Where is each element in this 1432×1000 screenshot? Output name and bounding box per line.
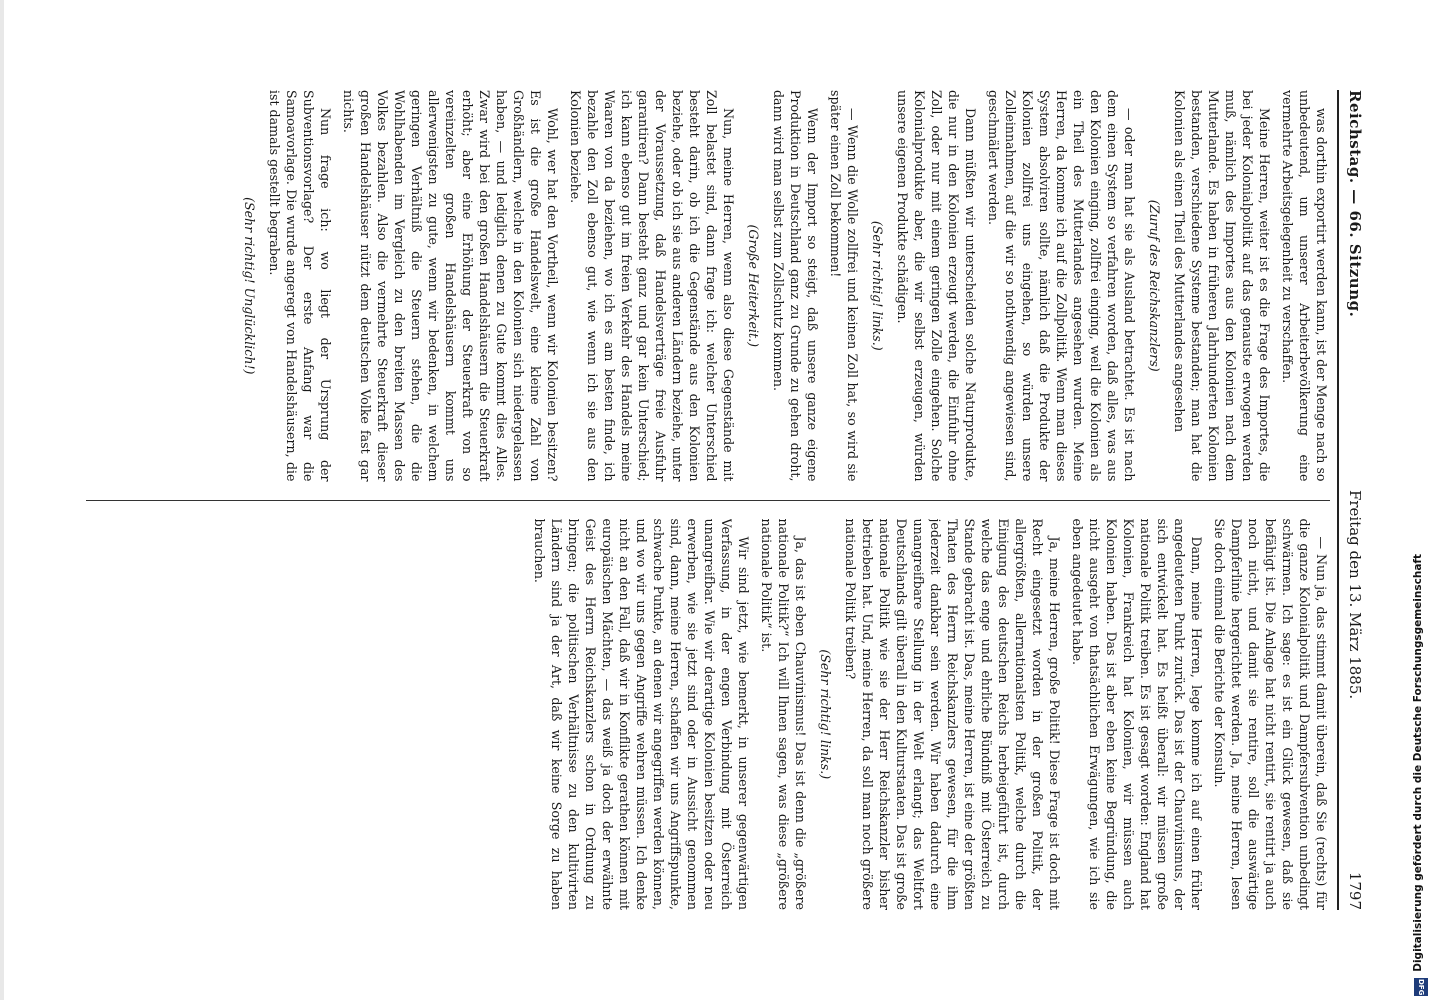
dfg-logo: DFG: [1414, 978, 1428, 996]
header-date: Freitag den 13. März 1885.: [1346, 489, 1364, 700]
paragraph: was dorthin exportirt werden kann, ist der Menge nach so unbedeutend, um unserer Arbeiterbevölkerung eine vermehrte Arbeitsgelegenheit zu verschaffen.: [1280, 90, 1329, 482]
column-right: [86, 519, 1330, 911]
paragraph: — Nun ja, das stimmt damit überein, daß Sie (rechts) für die ganze Kolonialpolitik und Dampfersubvention unbedingt schwärmen. Ich sage: es ist ein Glück gewesen, daß sie befähigt ist. Die Anlage hat nicht rentirt, sie rentirt ja auch noch nicht, und damit sie rentire, soll die auswärtige Dampferlinie hergerichtet werden. Ja, meine Herren, lesen Sie doch einmal die Berichte der Konsuln.: [1212, 518, 1329, 910]
interjection: (Zuruf des Reichskanzlers): [1147, 199, 1162, 372]
text-columns: [86, 90, 1330, 910]
page-header: [1337, 90, 1368, 910]
interjection: (Sehr richtig! links.): [870, 220, 885, 351]
paragraph: Nun frage ich: wo liegt der Ursprung der Subventionsvorlage? Der erste Anfang war die Samoavorlage. Die wurde angeregt von Handelshäusern, die ist damals gestellt begraben.: [267, 90, 333, 482]
column-left: [86, 90, 1330, 482]
funding-note: Digitalisierung gefördert durch die Deutsche Forschungsgemeinschaft: [1412, 554, 1424, 972]
rotated-page-content: [46, 20, 1386, 980]
paragraph: Nun, meine Herren, wenn also diese Gegenstände mit Zoll belastet sind, dann frage ich: welcher Unterschied besteht darin, ob ich die Gegenstände aus den Kolonien beziehe, oder ob ich sie aus anderen Ländern beziehe, unter der Voraussetzung, daß Handelsverträge freie Ausfuhr garantiren? Dann besteht ganz und gar kein Unterschied; ich kann ebenso gut im freien Verkehr des Handels meine Waaren von da beziehen, wo ich es am besten finde, ich bezahle den Zoll ebenso gut, wie wenn ich sie aus den Kolonien beziehe.: [568, 90, 736, 482]
paragraph: Meine Herren, weiter ist es die Frage des Importes, die bei jeder Kolonialpolitik auf das genauste erwogen werden muß, nämlich des Importes aus den Kolonien nach dem Mutterlande. Es haben in früheren Jahrhunderten Kolonien bestanden, verschiedene Systeme bestanden; man hat die Kolonien als einen Theil des Mutterlandes angesehen: [1172, 90, 1272, 482]
paragraph: — Wenn die Wolle zollfrei und keinen Zoll hat, so wird sie später einen Zoll bekommen!: [828, 90, 860, 482]
paragraph: Wenn der Import so steigt, daß unsere ganze eigene Produktion in Deutschland ganz zu Grunde zu gehen droht, dann wird man selbst zum Zollschutz kommen.: [771, 90, 820, 482]
paragraph: — oder man hat sie als Ausland betrachtet. Es ist nach dem einen System so verfahren worden, daß alles, was aus den Kolonien einging, zollfrei einging, weil die Kolonien als ein Theil des Mutterlandes angesehen wurden. Meine Herren, da komme ich auf die Zollpolitik. Wenn man dieses System absolviren sollte, nämlich daß die Produkte der Kolonien zollfrei uns eingehen, so würden unsere Zolleinnahmen, auf die wir so nothwendig angewiesen sind, geschmälert werden.: [986, 90, 1137, 482]
interjection: (Sehr richtig! Unglücklich!): [242, 197, 257, 375]
scan-edge: [0, 0, 4, 1000]
page-number: 1797: [1346, 871, 1364, 910]
digitization-sidebar: [1410, 0, 1432, 1000]
paragraph: Ja, das ist eben Chauvinismus! Das ist denn die „größere nationale Politik?“ Ich will Ihnen sagen, was diese „größere nationale Politik“ ist.: [759, 518, 808, 910]
paragraph: Wohl, wer hat den Vortheil, wenn wir Kolonien besitzen? Es ist die große Handelswelt, eine kleine Zahl von Großhändlern, welche in den Kolonien sich niedergelassen haben, — und lediglich denen zu Gute kommt dies Alles. Zwar wird bei den großen Handelshäusern die Steuerkraft erhöht; aber eine Erhöhung der Steuerkraft von so vereinzelten großen Handelshäusern kommt uns allerwenigsten zu gute, wenn wir bedenken, in welchem geringen Verhältniß die Steuern stehen, die die Wohlhabenden im Vergleich zu den breiten Massen des Volkes bezahlen. Also die vermehrte Steuerkraft dieser großen Handelshäuser nützt dem deutschen Volke fast gar nichts.: [341, 90, 560, 482]
column-divider: [86, 500, 1330, 501]
paragraph: Dann, meine Herren, lege komme ich auf einen früher angedeuteten Punkt zurück. Das ist der Chauvinismus, der sich entwickelt hat. Es heißt überall: wir müssen große nationale Politik treiben. Es ist gesagt worden: England hat Kolonien, Frankreich hat Kolonien, wir müssen auch Kolonien haben. Das ist aber eben keine Begründung, die nicht ausgeht von thatsächlichen Erwägungen, wie ich sie eben angedeutet habe.: [1070, 518, 1204, 910]
paragraph: Wir sind jetzt, wie bemerkt, in unserer gegenwärtigen Verfassung, in der engen Verbindung mit Österreich unangreifbar. Wie wir derartige Kolonien besitzen oder neu erwerben, wie sie jetzt sind oder in Aussicht genommen sind, dann, meine Herren, schaffen wir uns Angriffspunkte, schwache Punkte, an denen wir angegriffen werden können, und wo wir uns gegen Angriffe wehren müssen. Ich denke nicht an den Fall, daß wir in Konflikte gerathen können mit europäischen Mächten, — das weiß ja doch der erwähnte Geist des Herrn Reichskanzlers schon in Ordnung zu bringen; die politischen Verhältnisse zu den kultivirten Ländern sind ja der Art, daß wir keine Sorge zu haben brauchen.: [532, 518, 751, 910]
paragraph: Ja, meine Herren, große Politik! Diese Frage ist doch mit Recht eingesetzt worden in der großen Politik, der allergrößten, allernationalsten Politik, welche durch die Einigung des deutschen Reichs herbeigeführt ist, durch welche das enge und ehrliche Bündniß mit Österreich zu Stande gebracht ist. Das, meine Herren, ist eine der größten Thaten des Herrn Reichskanzlers gewesen, für die ihm jederzeit dankbar sein werden. Wir haben dadurch eine unangreifbare Stellung in der Welt erlangt; das Weltfort Deutschlands gilt überall in den Kulturstaaten. Das ist große nationale Politik wie sie der Herr Reichskanzler bisher betrieben hat. Und, meine Herren, da soll man noch größere nationale Politik treiben?: [843, 518, 1062, 910]
header-title: Reichstag. — 66. Sitzung.: [1346, 90, 1364, 318]
interjection: (Große Heiterkeit.): [746, 224, 761, 348]
paragraph: Dann müßten wir unterscheiden solche Naturprodukte, die nur in den Kolonien erzeugt werden, die Einfuhr ohne Zoll, oder nur mit einem geringen Zolle eingehen. Solche Kolonialprodukte aber, die wir selbst erzeugen, würden unsere eigenen Produkte schädigen.: [895, 90, 978, 482]
interjection: (Sehr richtig! links.): [818, 649, 833, 780]
